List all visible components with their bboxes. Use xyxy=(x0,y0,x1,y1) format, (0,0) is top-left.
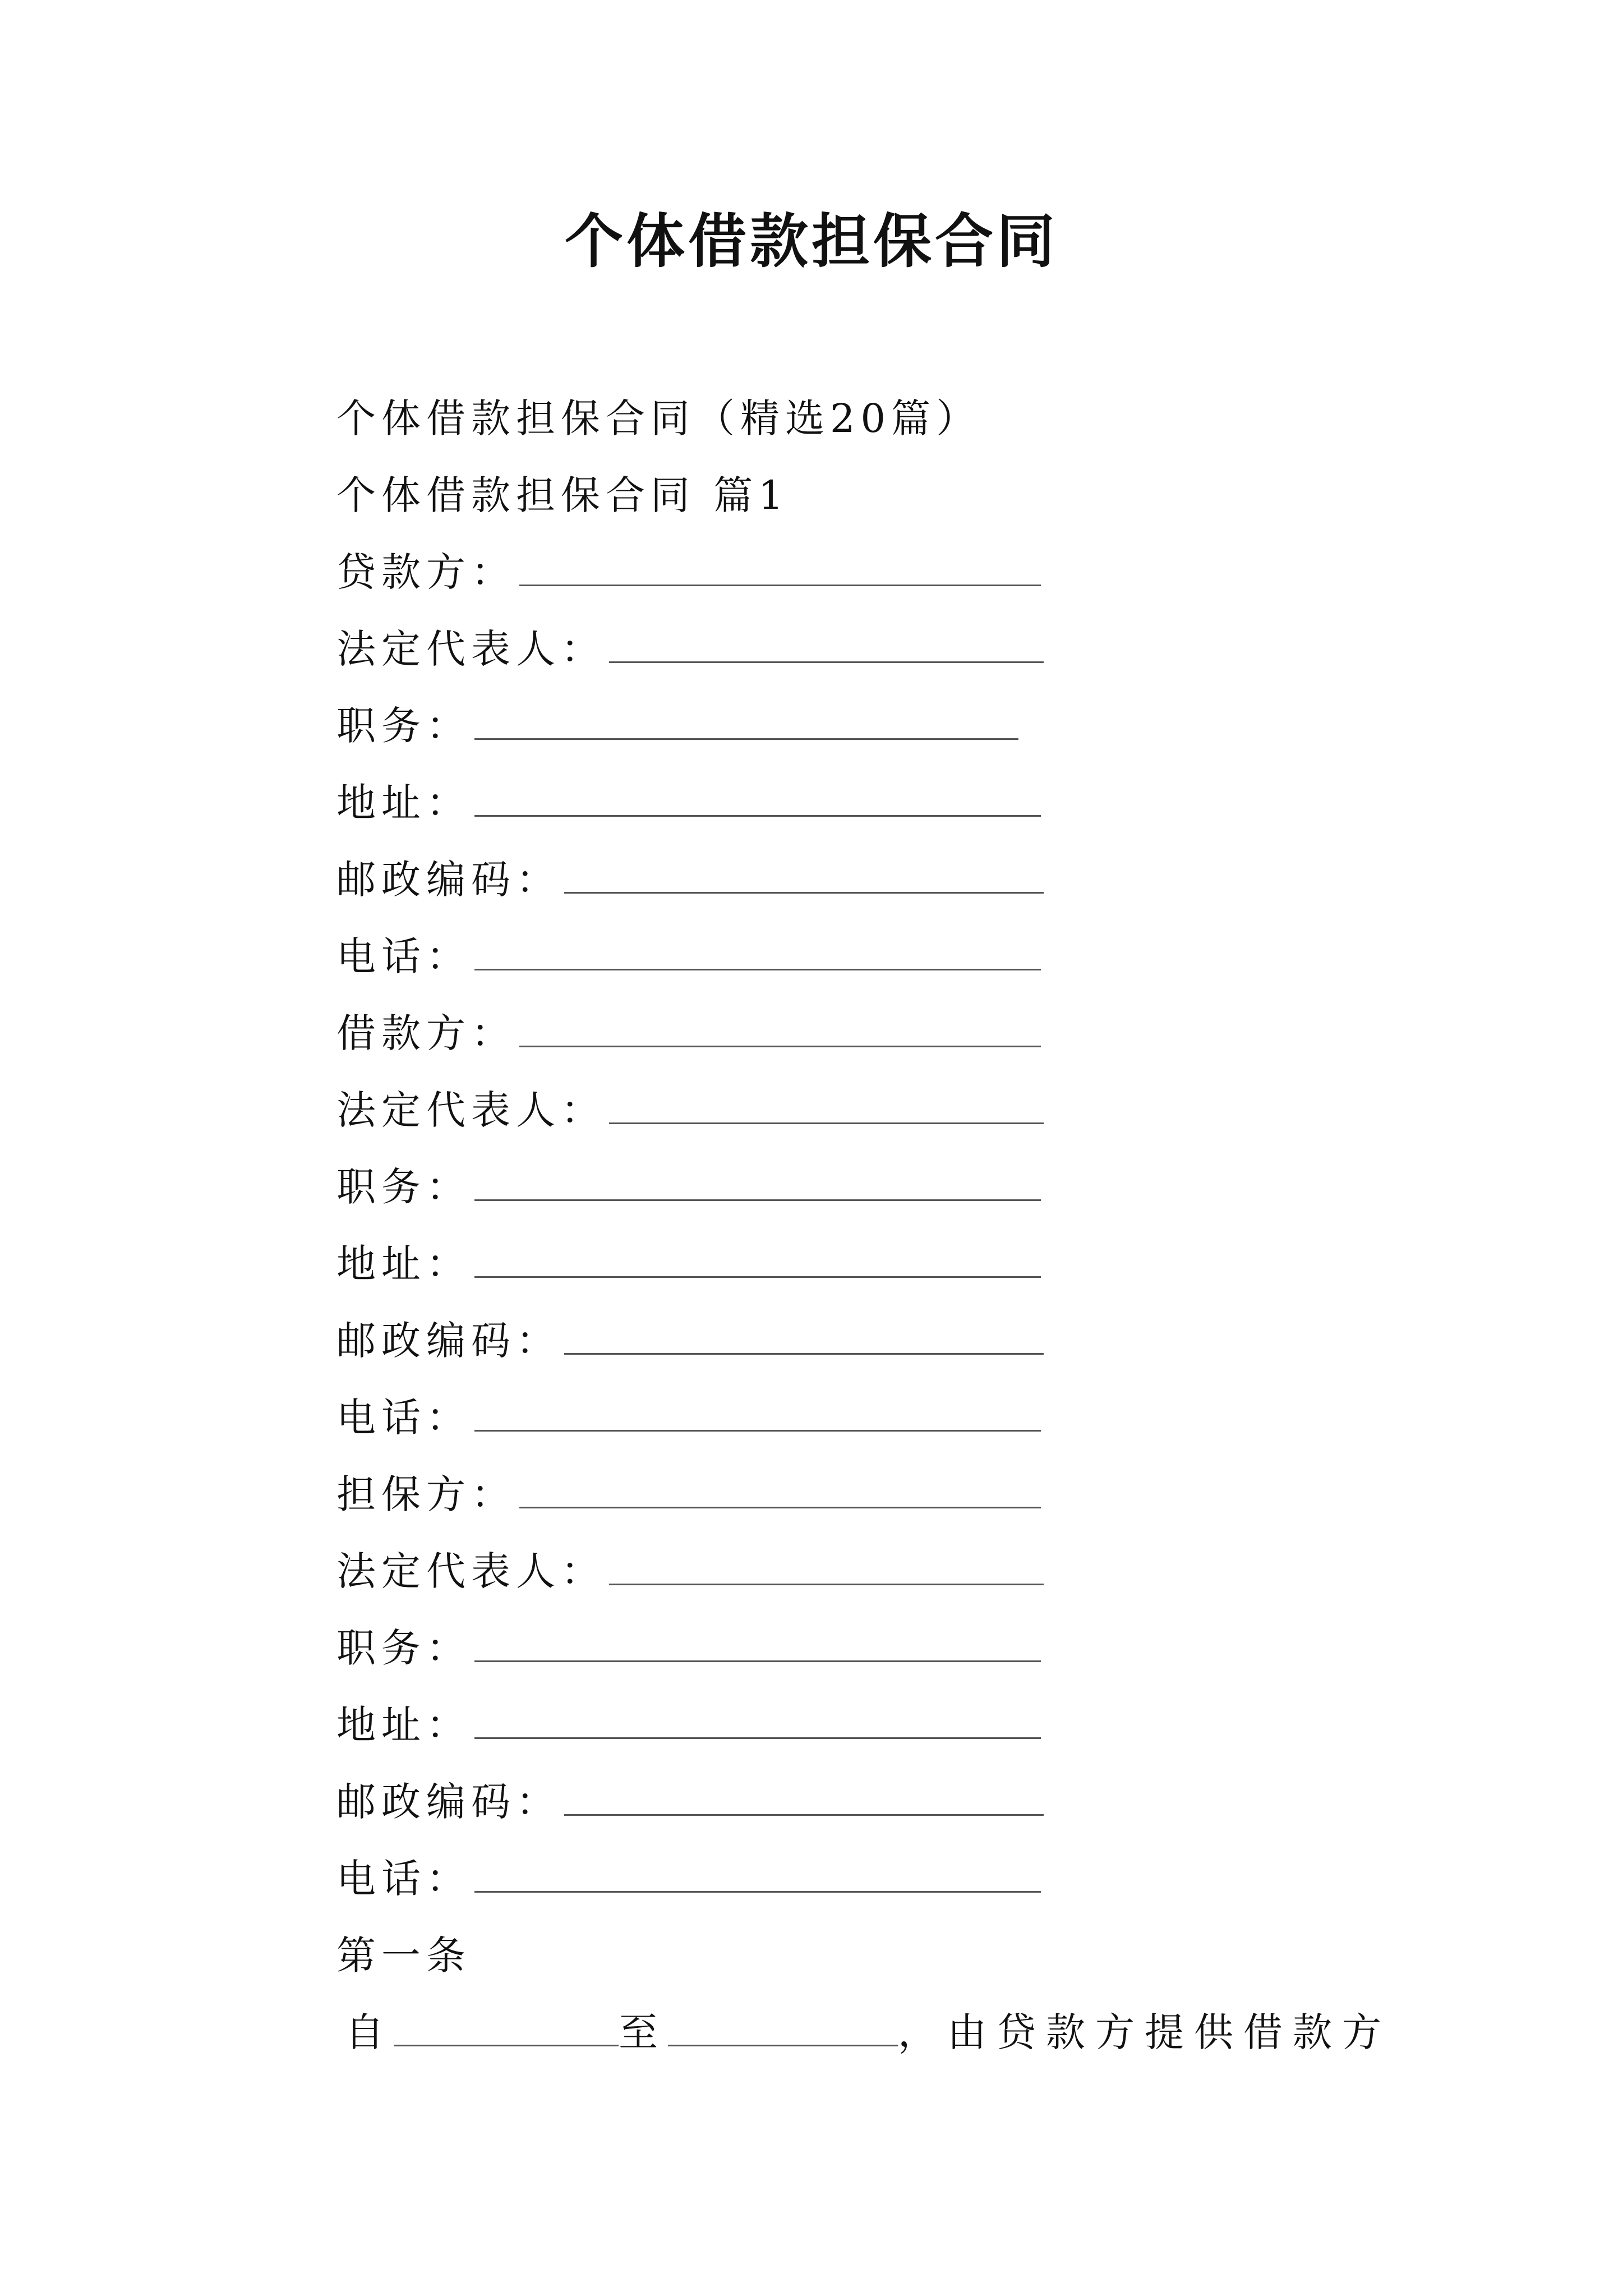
guarantor-row xyxy=(336,1457,1041,1525)
borrower-row xyxy=(336,996,1041,1064)
section-heading: 个体借款担保合同 篇1 xyxy=(336,472,789,518)
article-one-from-label: 自 xyxy=(345,2009,394,2055)
lender-address-row xyxy=(336,766,1041,833)
lender-postcode-row xyxy=(336,843,1044,910)
guarantor-postcode-label: 邮政编码： xyxy=(336,1778,561,1825)
guarantor-address-row xyxy=(336,1688,1041,1755)
subtitle: 个体借款担保合同（精选20篇） xyxy=(336,395,981,441)
guarantor-rep-label: 法定代表人： xyxy=(336,1548,606,1594)
lender-phone-label: 电话： xyxy=(336,933,471,979)
guarantor-blank[interactable] xyxy=(519,1474,1041,1508)
borrower-position-blank[interactable] xyxy=(474,1167,1041,1201)
guarantor-phone-row xyxy=(336,1842,1041,1909)
lender-position-blank[interactable] xyxy=(474,706,1018,740)
guarantor-position-label: 职务： xyxy=(336,1625,471,1671)
lender-row xyxy=(336,535,1041,602)
lender-position-row xyxy=(336,689,1018,756)
lender-postcode-label: 邮政编码： xyxy=(336,856,561,903)
article-one-row xyxy=(345,1995,1391,2063)
guarantor-position-row xyxy=(336,1611,1041,1678)
guarantor-rep-row xyxy=(336,1534,1044,1602)
borrower-blank[interactable] xyxy=(519,1013,1041,1047)
document-title: 个体借款担保合同 xyxy=(564,206,1058,275)
guarantor-address-label: 地址： xyxy=(336,1701,471,1748)
lender-rep-blank[interactable] xyxy=(609,629,1044,663)
article-one-to-label: 至 xyxy=(619,2009,668,2055)
guarantor-position-blank[interactable] xyxy=(474,1628,1041,1662)
borrower-phone-label: 电话： xyxy=(336,1394,471,1441)
borrower-rep-label: 法定代表人： xyxy=(336,1087,606,1133)
lender-phone-blank[interactable] xyxy=(474,936,1041,970)
guarantor-phone-blank[interactable] xyxy=(474,1858,1041,1893)
lender-rep-row xyxy=(336,612,1044,679)
article-one-heading: 第一条 xyxy=(336,1932,471,1978)
guarantor-label: 担保方： xyxy=(336,1471,516,1517)
lender-position-label: 职务： xyxy=(336,702,471,749)
borrower-postcode-row xyxy=(336,1304,1044,1371)
guarantor-postcode-blank[interactable] xyxy=(564,1782,1044,1816)
article-one-text: ，由贷款方提供借款方 xyxy=(898,2009,1391,2055)
borrower-position-label: 职务： xyxy=(336,1163,471,1210)
guarantor-rep-blank[interactable] xyxy=(609,1551,1044,1585)
article-one-end-blank[interactable] xyxy=(668,2012,898,2046)
guarantor-phone-label: 电话： xyxy=(336,1855,471,1902)
lender-label: 贷款方： xyxy=(336,549,516,595)
lender-address-blank[interactable] xyxy=(474,783,1041,817)
borrower-address-row xyxy=(336,1227,1041,1294)
borrower-phone-row xyxy=(336,1381,1041,1448)
borrower-rep-row xyxy=(336,1073,1044,1140)
borrower-address-label: 地址： xyxy=(336,1240,471,1287)
article-one-start-blank[interactable] xyxy=(394,2012,619,2046)
borrower-postcode-blank[interactable] xyxy=(564,1320,1044,1355)
borrower-postcode-label: 邮政编码： xyxy=(336,1317,561,1364)
borrower-address-blank[interactable] xyxy=(474,1244,1041,1278)
lender-blank[interactable] xyxy=(519,552,1041,586)
lender-phone-row xyxy=(336,919,1041,987)
lender-rep-label: 法定代表人： xyxy=(336,625,606,672)
lender-address-label: 地址： xyxy=(336,779,471,826)
borrower-phone-blank[interactable] xyxy=(474,1397,1041,1432)
guarantor-address-blank[interactable] xyxy=(474,1705,1041,1739)
guarantor-postcode-row xyxy=(336,1765,1044,1832)
borrower-position-row xyxy=(336,1150,1041,1217)
lender-postcode-blank[interactable] xyxy=(564,859,1044,894)
borrower-label: 借款方： xyxy=(336,1010,516,1056)
borrower-rep-blank[interactable] xyxy=(609,1090,1044,1124)
